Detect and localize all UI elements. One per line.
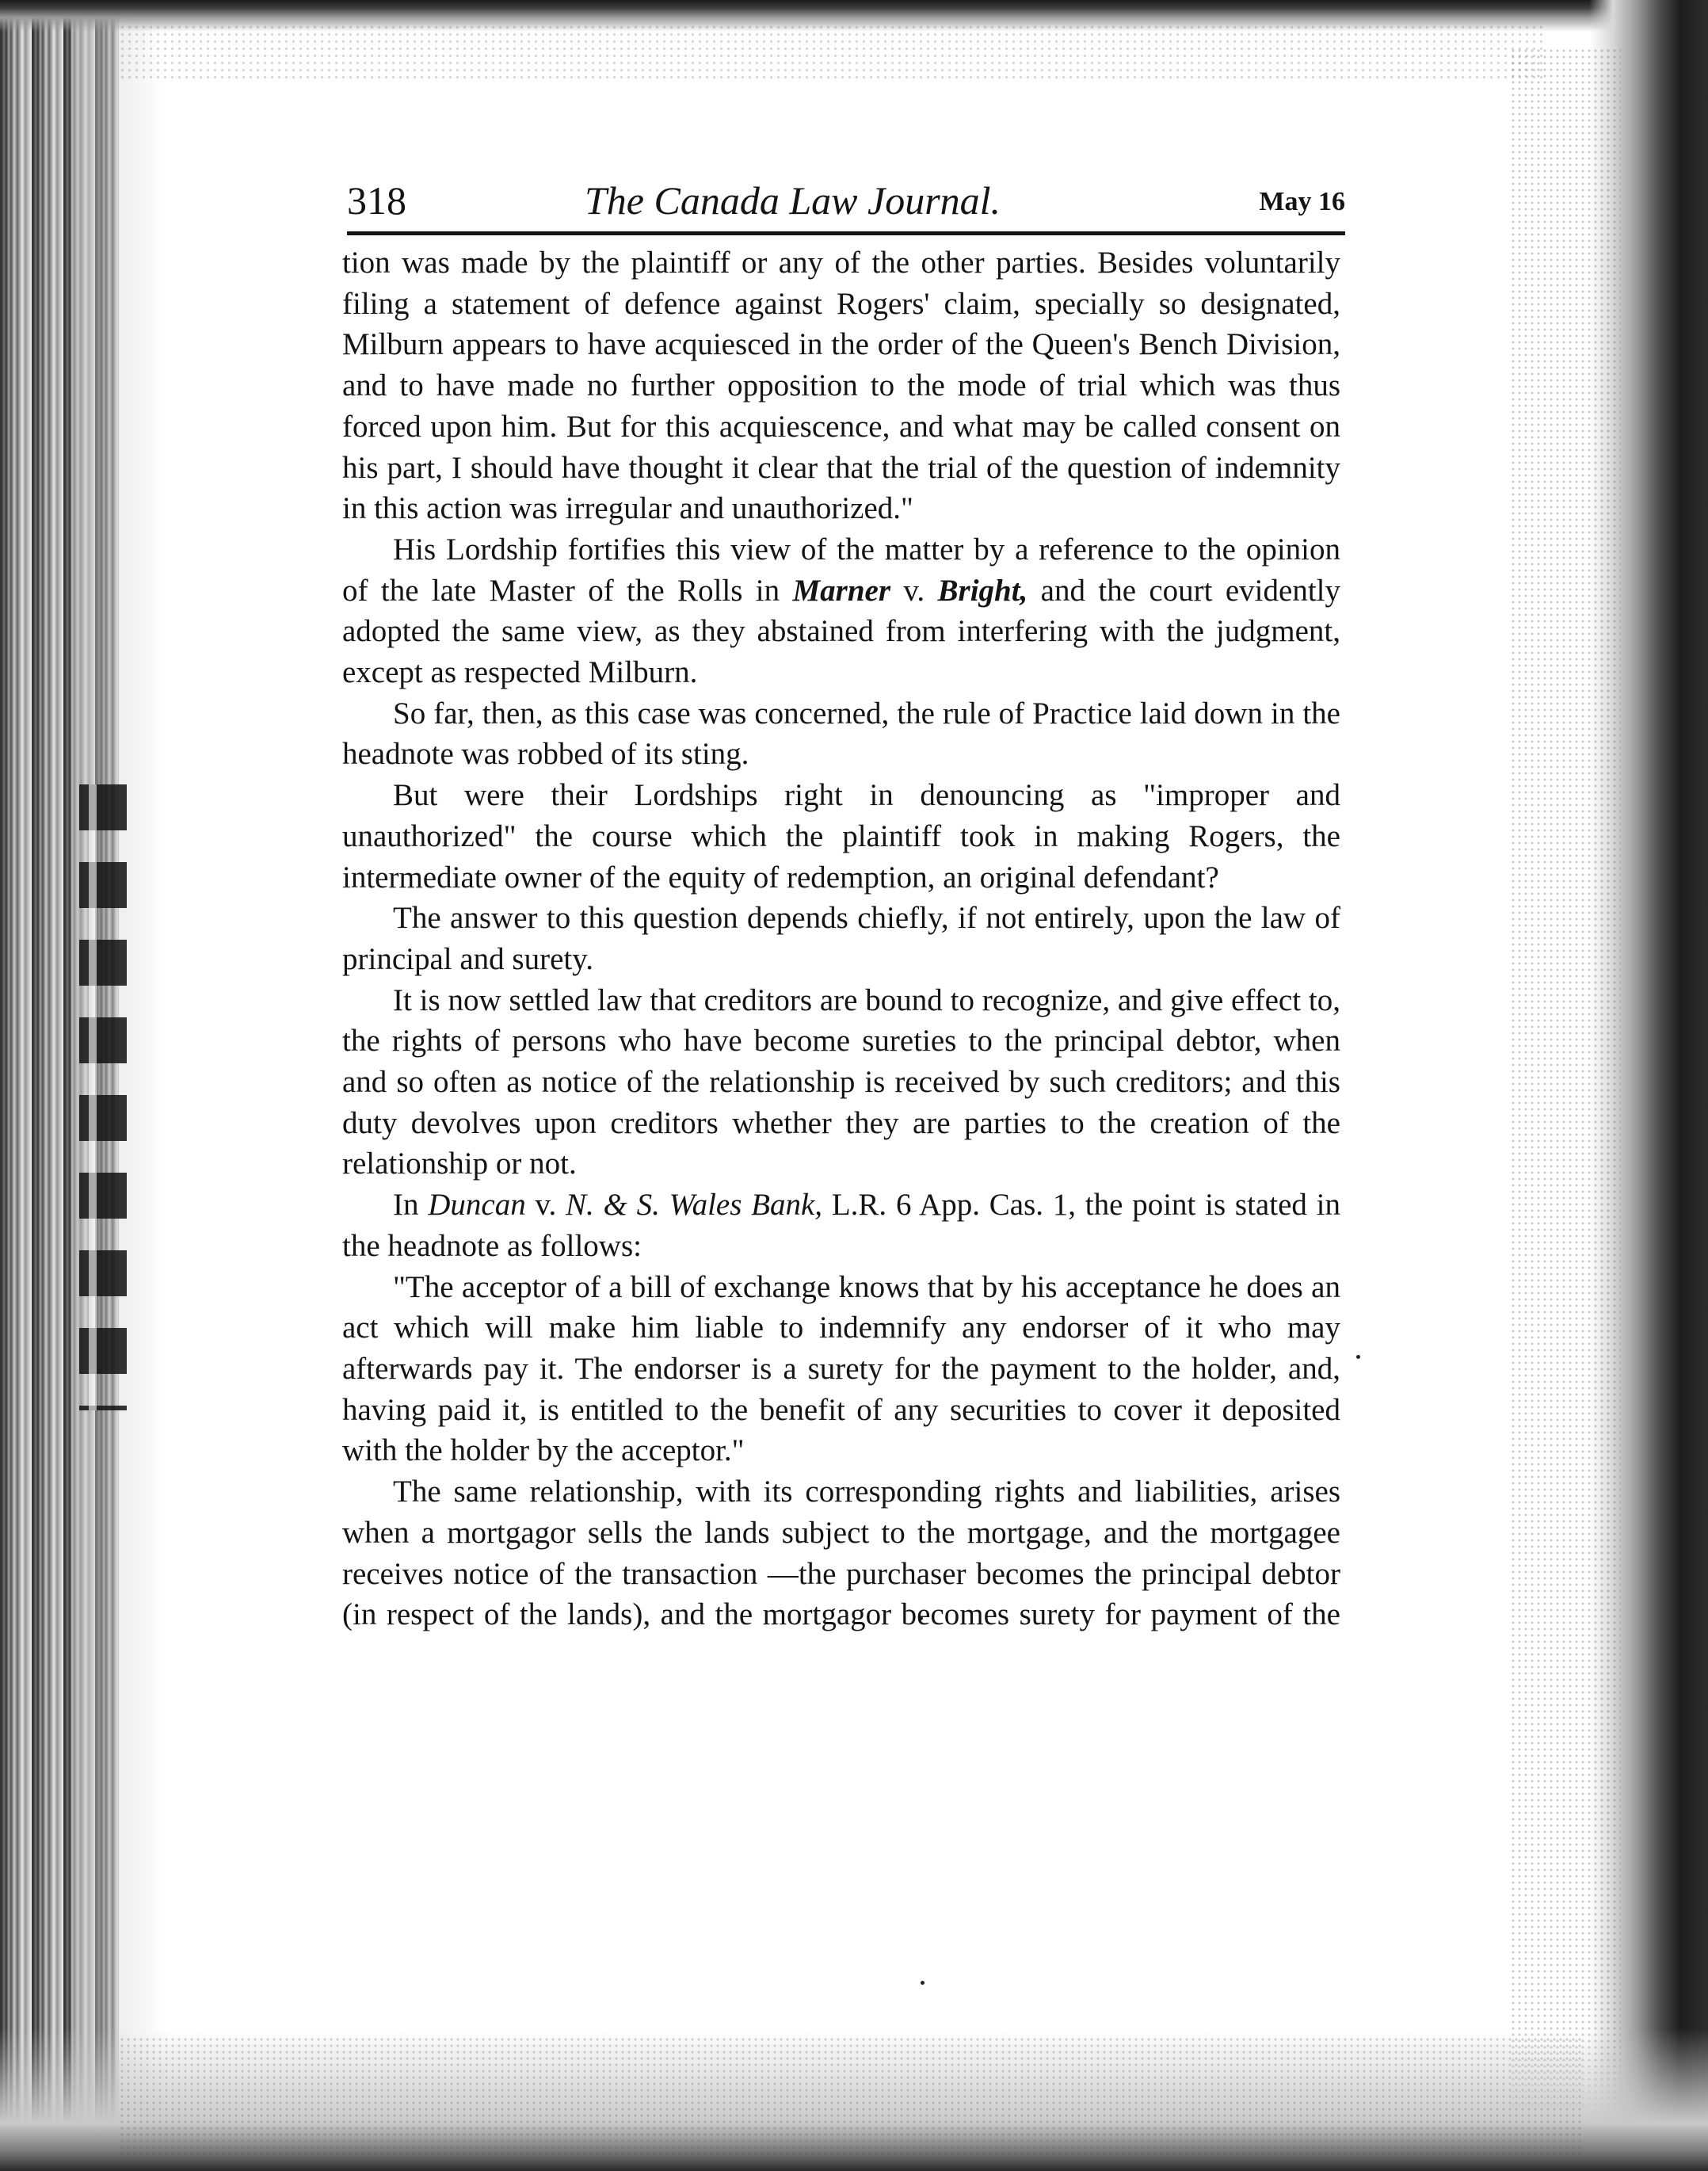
case-versus: v. xyxy=(525,1188,566,1223)
page-number: 318 xyxy=(347,178,406,223)
paragraph: The answer to this question depends chiefly, if not entirely, upon the law of principal and surety. xyxy=(342,901,1340,976)
scan-noise-right xyxy=(1510,48,1621,2108)
quoted-headnote: "The acceptor of a bill of exchange knows that by his acceptance he does an act which will make him liable to indemnify any endorser of it who may afterwards pay it. The endorser is a surety for the payment to the holder, and, having paid it, is entitled to the benefit of any securities to cover it deposited with the holder by the acceptor." xyxy=(342,1269,1340,1468)
paragraph: So far, then, as this case was concerned, the rule of Practice laid down in the headnote was robbed of its sting. xyxy=(342,696,1340,772)
paragraph xyxy=(342,529,1340,693)
running-header xyxy=(347,176,1345,231)
case-name: Bright, xyxy=(937,573,1028,608)
issue-date: May 16 xyxy=(1259,187,1345,216)
paragraph-text: His Lordship fortifies this view of the matter by a reference to the opinion of the late Master of the Rolls in xyxy=(342,532,1340,608)
ink-speck xyxy=(921,1981,925,1985)
paragraph: It is now settled law that creditors are bound to recognize, and give effect to, the rights of persons who have become sureties to the principal debtor, when and so often as notice of the relationship is received by such creditors; and this duty devolves upon creditors whether they are parties to the creation of the relationship or not. xyxy=(342,982,1340,1181)
header-rule xyxy=(347,231,1345,235)
case-name: Duncan xyxy=(428,1188,526,1223)
case-name: Marner xyxy=(792,573,891,608)
paragraph: The same relationship, with its corresponding rights and liabilities, arises when a mortgagor sells the lands subject to the mortgage, and the mortgagee receives notice of the transaction —the purchaser becomes the principal debtor (in respect of the lands), and the mortgagor becomes surety for payment of the xyxy=(342,1475,1340,1632)
body-text xyxy=(342,242,1340,1635)
scan-noise-top xyxy=(119,24,1545,79)
scan-noise-bottom xyxy=(119,2036,1584,2155)
paragraph xyxy=(342,1185,1340,1266)
paragraph-text: In xyxy=(393,1188,429,1223)
paragraph-text: L.R. 6 App. Cas. 1, the point is stated in the headnote as follows: xyxy=(342,1188,1340,1263)
journal-title: The Canada Law Journal. xyxy=(585,178,1001,223)
binding-marks xyxy=(79,784,127,1410)
case-name: N. & S. Wales Bank, xyxy=(566,1188,823,1223)
binding-marks-gap xyxy=(89,784,97,1410)
case-versus: v. xyxy=(890,573,938,608)
ink-speck xyxy=(1356,1355,1360,1359)
paragraph: But were their Lordships right in denouncing as "improper and unauthorized" the course which the plaintiff took in making Rogers, the intermediate owner of the equity of redemption, an original defendant? xyxy=(342,778,1340,895)
paragraph-text: and the court evidently adopted the same view, as they abstained from interfering with the judgment, except as respected Milburn. xyxy=(342,573,1340,690)
paragraph: tion was made by the plaintiff or any of the other parties. Besides voluntarily filing a statement of defence against Rogers' claim, specially so designated, Milburn appears to have acquiesced in the order of the Queen's Bench Division, and to have made no further opposition to the mode of trial which was thus forced upon him. But for this acquiescence, and what may be called consent on his part, I should have thought it clear that the trial of the question of indemnity in this action was irregular and unauthorized." xyxy=(342,246,1340,526)
